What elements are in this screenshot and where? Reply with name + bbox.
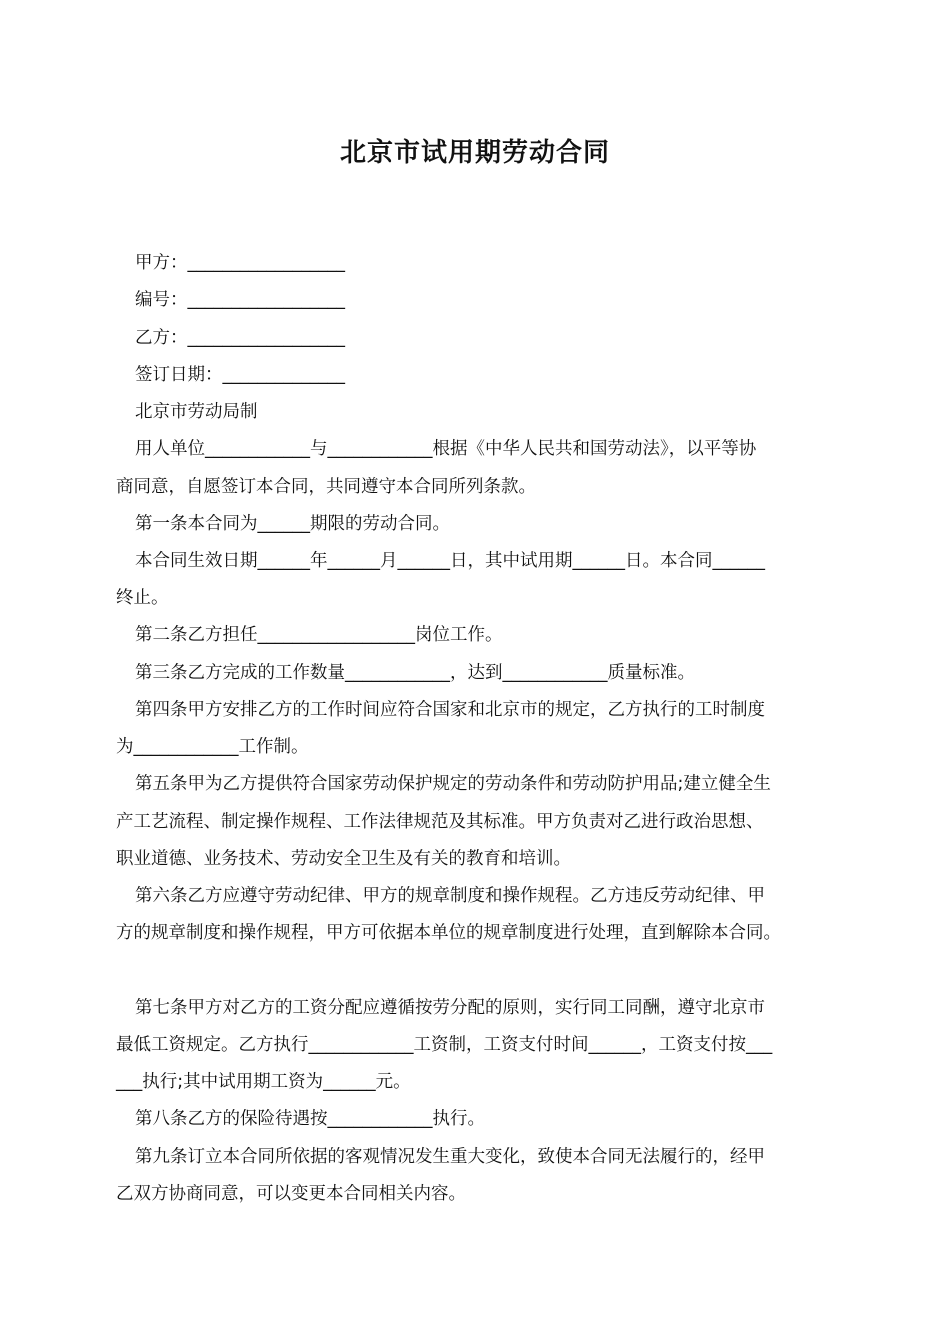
party-a-field: 甲方：__________________ <box>135 253 345 273</box>
article-9-line-1: 第九条订立本合同所依据的客观情况发生重大变化，致使本合同无法履行的，经甲 <box>135 1147 765 1167</box>
article-1-line-2: 本合同生效日期______年______月______日，其中试用期______日。本合同______ <box>135 551 765 571</box>
preamble-line-1: 用人单位____________与____________根据《中华人民共和国劳动法》，以平等协 <box>135 439 757 459</box>
article-2-line: 第二条乙方担任__________________岗位工作。 <box>135 625 503 645</box>
document-title: 北京市试用期劳动合同 <box>339 138 610 168</box>
article-6-line-2: 方的规章制度和操作规程，甲方可依据本单位的规章制度进行处理，直到解除本合同。 <box>116 923 781 943</box>
article-6-line-1: 第六条乙方应遵守劳动纪律、甲方的规章制度和操作规程。乙方违反劳动纪律、甲 <box>135 886 765 906</box>
article-3-line: 第三条乙方完成的工作数量____________，达到____________质量标准。 <box>135 663 695 683</box>
article-4-line-2: 为____________工作制。 <box>116 737 309 757</box>
contract-number-field: 编号：__________________ <box>135 290 345 310</box>
article-7-line-2: 最低工资规定。乙方执行____________工资制，工资支付时间______，工资支付按___ <box>116 1035 773 1055</box>
article-1-line-1: 第一条本合同为______期限的劳动合同。 <box>135 514 450 534</box>
article-7-line-3: ___执行;其中试用期工资为______元。 <box>116 1072 411 1092</box>
preamble-line-2: 商同意，自愿签订本合同，共同遵守本合同所列条款。 <box>116 477 536 497</box>
article-1-line-3: 终止。 <box>116 588 169 608</box>
article-4-line-1: 第四条甲方安排乙方的工作时间应符合国家和北京市的规定，乙方执行的工时制度 <box>135 700 765 720</box>
article-5-line-2: 产工艺流程、制定操作规程、工作法律规范及其标准。甲方负责对乙进行政治思想、 <box>116 812 764 832</box>
issuer-line: 北京市劳动局制 <box>135 402 258 422</box>
signing-date-field: 签订日期：______________ <box>135 365 345 385</box>
article-5-line-1: 第五条甲为乙方提供符合国家劳动保护规定的劳动条件和劳动防护用品;建立健全生 <box>135 774 771 794</box>
article-5-line-3: 职业道德、业务技术、劳动安全卫生及有关的教育和培训。 <box>116 849 571 869</box>
article-8-line: 第八条乙方的保险待遇按____________执行。 <box>135 1109 485 1129</box>
party-b-field: 乙方：__________________ <box>135 328 345 348</box>
article-7-line-1: 第七条甲方对乙方的工资分配应遵循按劳分配的原则，实行同工同酬，遵守北京市 <box>135 998 765 1018</box>
article-9-line-2: 乙双方协商同意，可以变更本合同相关内容。 <box>116 1184 466 1204</box>
